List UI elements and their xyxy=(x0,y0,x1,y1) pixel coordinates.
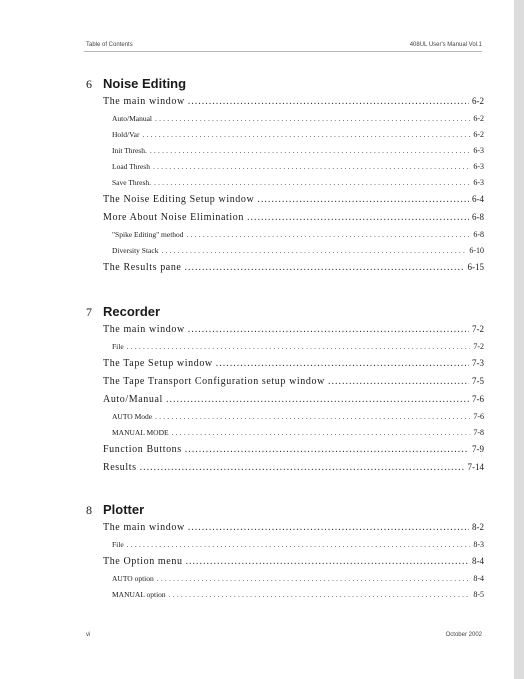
toc-entry[interactable] xyxy=(84,428,484,444)
toc-entry[interactable] xyxy=(84,342,484,358)
toc-entry-title: AUTO Mode xyxy=(112,412,153,421)
dot-leader xyxy=(127,342,471,351)
toc-entry-title: Save Thresh. xyxy=(112,178,152,187)
dot-leader xyxy=(166,394,469,405)
section-number: 8 xyxy=(86,503,92,517)
toc-entry-page: 8-5 xyxy=(473,590,484,599)
dot-leader xyxy=(188,522,469,533)
toc-entry-title: Function Buttons xyxy=(103,444,182,455)
toc-entry-title: The main window xyxy=(103,522,185,533)
toc-entry-title: The Results pane xyxy=(103,262,182,273)
section-heading[interactable] xyxy=(84,76,484,96)
header-rule xyxy=(84,51,482,52)
dot-leader xyxy=(247,212,469,223)
toc-entry-page: 8-4 xyxy=(473,574,484,583)
toc-entry-page: 7-6 xyxy=(473,412,484,421)
running-header-left: Table of Contents xyxy=(86,42,133,48)
toc-entry-title: Results xyxy=(103,462,137,473)
toc-entry-title: Load Thresh xyxy=(112,162,150,171)
toc-section xyxy=(84,76,484,280)
toc-entry-title: File xyxy=(112,540,124,549)
toc-entry-page: 7-6 xyxy=(472,394,484,404)
dot-leader xyxy=(184,262,464,273)
toc-entry-page: 6-3 xyxy=(473,146,484,155)
toc-entry-page: 6-8 xyxy=(473,230,484,239)
dot-leader xyxy=(157,574,471,583)
footer-date: October 2002 xyxy=(445,632,482,638)
toc-entry-page: 6-2 xyxy=(473,130,484,139)
running-header-right: 408UL User's Manual Vol.1 xyxy=(409,42,482,48)
dot-leader xyxy=(154,178,470,187)
toc-entry-title: The Tape Setup window xyxy=(103,358,213,369)
dot-leader xyxy=(161,246,466,255)
toc-entry-page: 8-4 xyxy=(472,556,484,566)
toc-entry[interactable] xyxy=(84,412,484,428)
toc-entry-title: Auto/Manual xyxy=(103,394,163,405)
toc-entry-page: 7-8 xyxy=(473,428,484,437)
dot-leader xyxy=(155,412,470,421)
toc-entry[interactable] xyxy=(84,444,484,462)
toc-entry-page: 7-14 xyxy=(467,462,484,472)
section-number: 7 xyxy=(86,305,92,319)
dot-leader xyxy=(216,358,469,369)
section-title: Recorder xyxy=(103,304,161,319)
toc-entry-title: The main window xyxy=(103,96,185,107)
toc-entry-page: 8-3 xyxy=(473,540,484,549)
toc-entry-title: The Option menu xyxy=(103,556,183,567)
toc-entry[interactable] xyxy=(84,162,484,178)
toc-entry[interactable] xyxy=(84,462,484,480)
toc-entry-title: Init Thresh. xyxy=(112,146,147,155)
toc-entry-title: The Tape Transport Configuration setup window xyxy=(103,376,325,387)
toc-entry-page: 7-9 xyxy=(472,444,484,454)
toc-entry[interactable] xyxy=(84,522,484,540)
dot-leader xyxy=(328,376,469,387)
toc-entry[interactable] xyxy=(84,394,484,412)
dot-leader xyxy=(185,444,469,455)
toc-entry[interactable] xyxy=(84,178,484,194)
section-heading[interactable] xyxy=(84,304,484,324)
toc-entry-page: 7-3 xyxy=(472,358,484,368)
toc-entry-title: The Noise Editing Setup window xyxy=(103,194,255,205)
toc-entry[interactable] xyxy=(84,130,484,146)
toc-entry[interactable] xyxy=(84,262,484,280)
dot-leader xyxy=(127,540,471,549)
dot-leader xyxy=(188,324,469,335)
toc-entry-page: 6-2 xyxy=(473,114,484,123)
toc-entry-title: File xyxy=(112,342,124,351)
toc-entry-title: Auto/Manual xyxy=(112,114,152,123)
toc-entry-page: 6-3 xyxy=(473,178,484,187)
toc-entry-page: 6-10 xyxy=(469,246,484,255)
dot-leader xyxy=(143,130,471,139)
dot-leader xyxy=(140,462,465,473)
toc-section xyxy=(84,502,484,606)
toc-entry[interactable] xyxy=(84,556,484,574)
dot-leader xyxy=(155,114,470,123)
toc-entry[interactable] xyxy=(84,358,484,376)
toc-entry-page: 6-8 xyxy=(472,212,484,222)
toc-entry-title: Diversity Stack xyxy=(112,246,159,255)
toc-entry[interactable] xyxy=(84,324,484,342)
toc-entry-page: 6-4 xyxy=(472,194,484,204)
page-number: vi xyxy=(86,632,91,638)
dot-leader xyxy=(257,194,469,205)
toc-entry-page: 6-15 xyxy=(467,262,484,272)
toc-entry[interactable] xyxy=(84,212,484,230)
toc-entry-title: More About Noise Elimination xyxy=(103,212,244,223)
toc-entry-title: The main window xyxy=(103,324,185,335)
toc-entry-page: 7-2 xyxy=(472,324,484,334)
section-title: Plotter xyxy=(103,502,145,517)
toc-entry-page: 7-5 xyxy=(472,376,484,386)
toc-entry-title: Hold/Var xyxy=(112,130,140,139)
toc-entry[interactable] xyxy=(84,246,484,262)
dot-leader xyxy=(169,590,471,599)
toc-entry-title: "Spike Editing" method xyxy=(112,230,184,239)
toc-entry-title: MANUAL MODE xyxy=(112,428,169,437)
toc-entry[interactable] xyxy=(84,96,484,114)
dot-leader xyxy=(153,162,470,171)
toc-entry-page: 8-2 xyxy=(472,522,484,532)
toc-entry[interactable] xyxy=(84,146,484,162)
toc-entry[interactable] xyxy=(84,540,484,556)
toc-entry-page: 7-2 xyxy=(473,342,484,351)
section-heading[interactable] xyxy=(84,502,484,522)
toc-entry[interactable] xyxy=(84,590,484,606)
toc-entry-page: 6-2 xyxy=(472,96,484,106)
toc-entry[interactable] xyxy=(84,574,484,590)
toc-section xyxy=(84,304,484,480)
toc-entry[interactable] xyxy=(84,230,484,246)
dot-leader xyxy=(150,146,470,155)
section-number: 6 xyxy=(86,77,92,91)
toc-entry-page: 6-3 xyxy=(473,162,484,171)
toc-entry-title: MANUAL option xyxy=(112,590,166,599)
toc-entry-title: AUTO option xyxy=(112,574,154,583)
dot-leader xyxy=(186,556,469,567)
dot-leader xyxy=(188,96,469,107)
scrollbar-track[interactable] xyxy=(514,0,524,679)
section-title: Noise Editing xyxy=(103,76,187,91)
dot-leader xyxy=(172,428,471,437)
toc-entry[interactable] xyxy=(84,114,484,130)
toc-entry[interactable] xyxy=(84,376,484,394)
toc-entry[interactable] xyxy=(84,194,484,212)
dot-leader xyxy=(187,230,471,239)
